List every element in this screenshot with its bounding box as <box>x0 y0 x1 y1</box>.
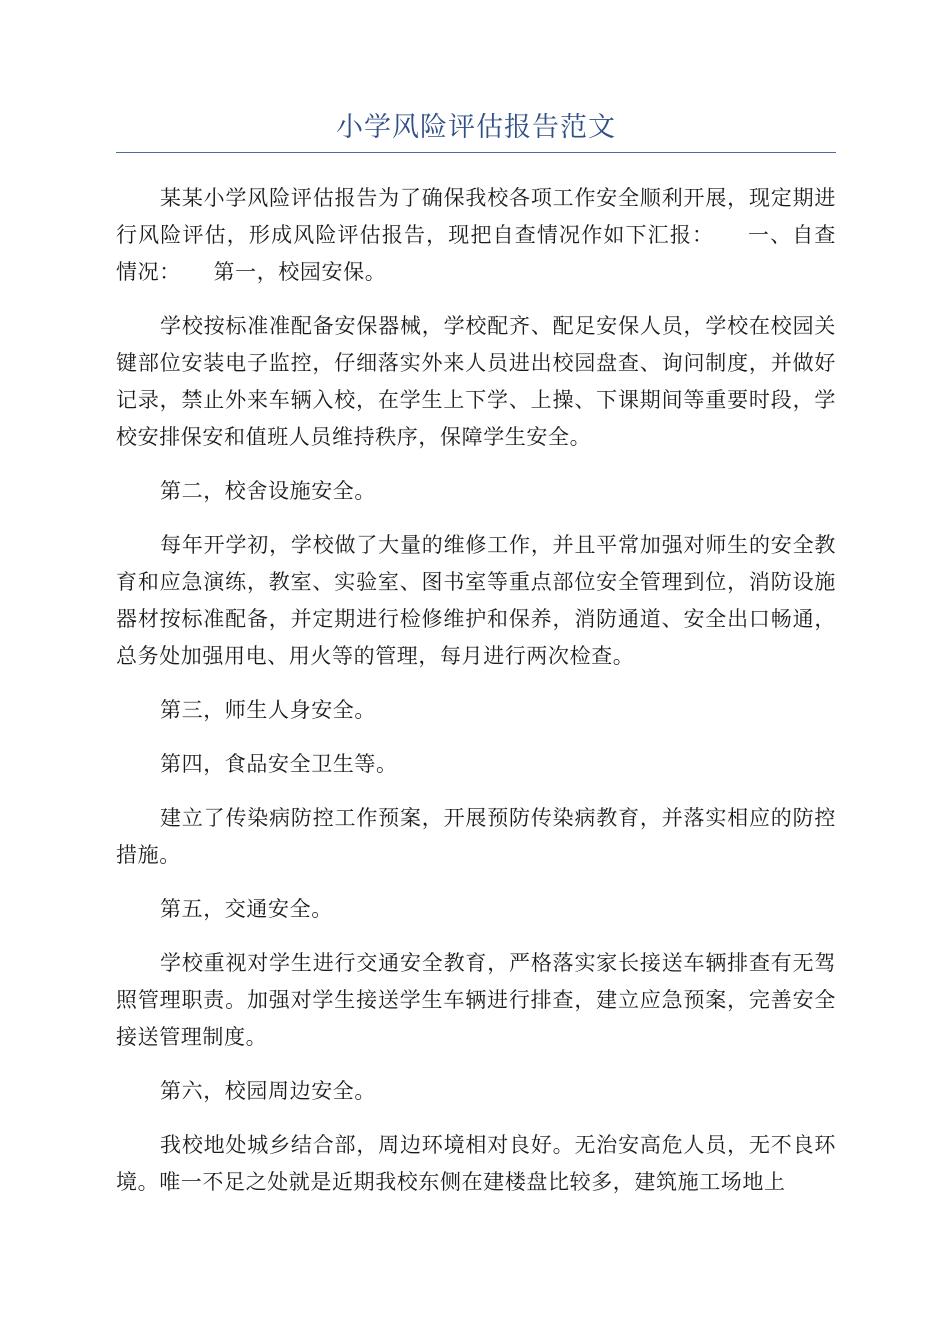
paragraph-facilities: 每年开学初，学校做了大量的维修工作，并且平常加强对师生的安全教育和应急演练，教室、实验室、图书室等重点部位安全管理到位，消防设施器材按标准配备，并定期进行检修维护和保养，消防通道、安全出口畅通，总务处加强用电、用火等的管理，每月进行两次检查。 <box>116 533 836 668</box>
paragraph-disease-control: 建立了传染病防控工作预案，开展预防传染病教育，并落实相应的防控措施。 <box>116 806 836 867</box>
document-page <box>116 108 836 1218</box>
paragraph-intro: 某某小学风险评估报告为了确保我校各项工作安全顺利开展，现定期进行风险评估，形成风险评估报告，现把自查情况作如下汇报： 一、自查情况： 第一，校园安保。 <box>116 186 836 284</box>
document-title: 小学风险评估报告范文 <box>336 112 616 143</box>
paragraph-campus-security: 学校按标准准配备安保器械，学校配齐、配足安保人员，学校在校园关键部位安装电子监控，仔细落实外来人员进出校园盘查、询问制度，并做好记录，禁止外来车辆入校，在学生上下学、上操、下课期间等重要时段，学校安排保安和值班人员维持秩序，保障学生安全。 <box>116 314 836 449</box>
paragraph-surroundings: 我校地处城乡结合部，周边环境相对良好。无治安高危人员，无不良环境。唯一不足之处就是近期我校东侧在建楼盘比较多，建筑施工场地上 <box>116 1133 836 1194</box>
paragraph-traffic: 学校重视对学生进行交通安全教育，严格落实家长接送车辆排查有无驾照管理职责。加强对学生接送学生车辆进行排查，建立应急预案，完善安全接送管理制度。 <box>116 951 836 1049</box>
paragraph-heading-4: 第四，食品安全卫生等。 <box>160 752 398 776</box>
paragraph-heading-5: 第五，交通安全。 <box>160 897 333 921</box>
title-divider <box>116 152 836 153</box>
paragraph-heading-6: 第六，校园周边安全。 <box>160 1079 376 1103</box>
paragraph-heading-2: 第二，校舍设施安全。 <box>160 479 376 503</box>
paragraph-heading-3: 第三，师生人身安全。 <box>160 698 376 722</box>
